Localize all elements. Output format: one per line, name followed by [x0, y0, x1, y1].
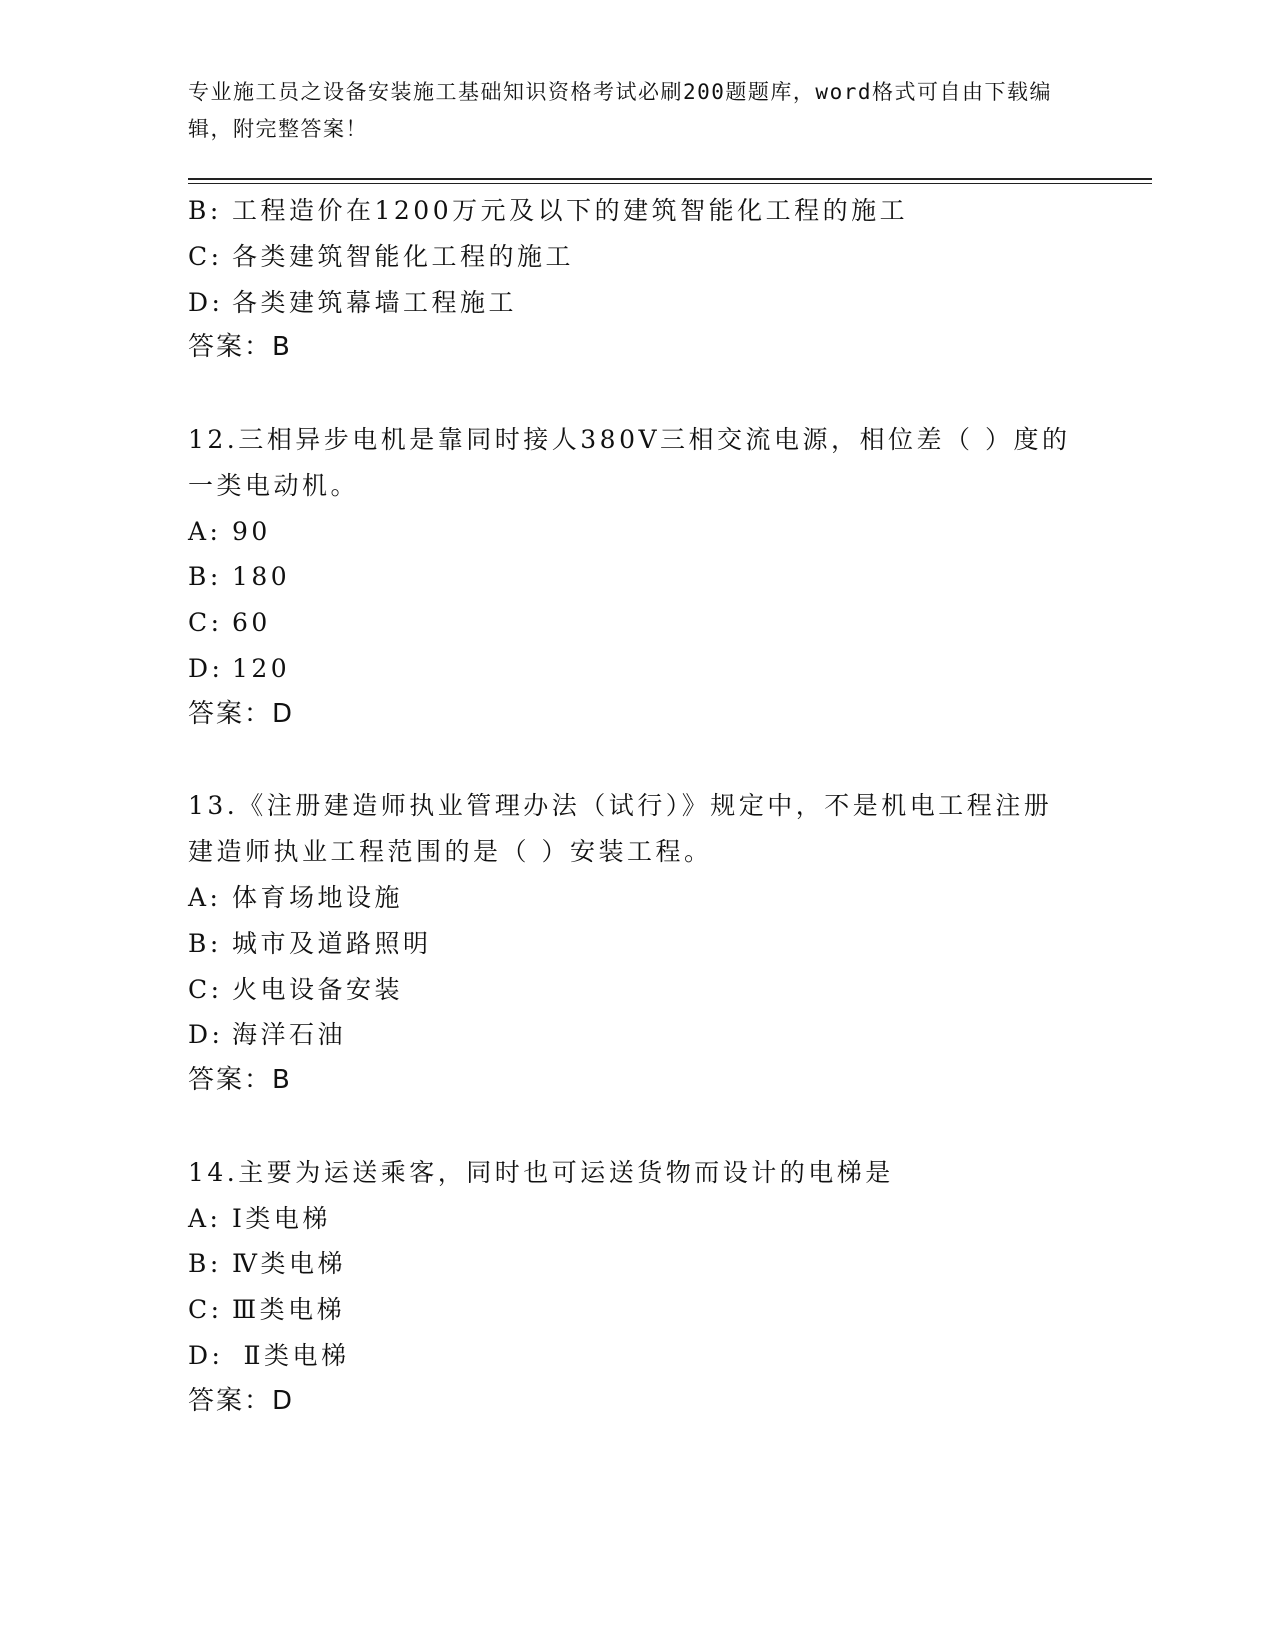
- document-header: 专业施工员之设备安装施工基础知识资格考试必刷200题题库，word格式可自由下载编辑，附完整答案！: [188, 80, 1052, 141]
- option-a: [188, 509, 1068, 555]
- option-label: D:: [188, 653, 224, 683]
- question-stem-continued: 一类电动机。: [188, 470, 360, 500]
- option-text: Ⅳ类电梯: [232, 1249, 346, 1279]
- option-d: [188, 1012, 1068, 1058]
- option-text: Ⅲ类电梯: [232, 1295, 346, 1325]
- option-b: [188, 921, 1068, 967]
- option-label: D:: [188, 1020, 224, 1050]
- question-13: [188, 783, 1068, 1104]
- option-text: 火电设备安装: [232, 974, 404, 1004]
- option-text: 60: [232, 608, 271, 638]
- option-text: 工程造价在1200万元及以下的建筑智能化工程的施工: [232, 196, 909, 225]
- option-label: D:: [188, 287, 224, 317]
- answer: 答案：B: [188, 1065, 292, 1096]
- option-text: Ⅰ类电梯: [232, 1203, 331, 1233]
- option-text: 180: [232, 562, 291, 592]
- option-c: [188, 967, 1068, 1013]
- option-label: C:: [188, 1295, 223, 1325]
- option-label: C:: [188, 241, 223, 271]
- spacer: [188, 1104, 1068, 1150]
- option-text: 90: [232, 516, 271, 546]
- question-11-continuation: [188, 188, 1068, 371]
- question-stem: 14.主要为运送乘客，同时也可运送货物而设计的电梯是: [188, 1157, 894, 1187]
- option-c: [188, 234, 1068, 280]
- answer: 答案：D: [188, 698, 295, 729]
- question-14: [188, 1150, 1068, 1425]
- option-text: 城市及道路照明: [232, 928, 432, 958]
- option-b: [188, 188, 1068, 234]
- header-divider-thin: [188, 183, 1152, 184]
- option-text: 各类建筑智能化工程的施工: [232, 241, 575, 271]
- spacer: [188, 371, 1068, 417]
- option-label: B:: [188, 562, 222, 592]
- option-a: [188, 875, 1068, 921]
- option-a: [188, 1196, 1068, 1242]
- header-divider: [188, 178, 1152, 180]
- option-label: B:: [188, 1249, 222, 1279]
- option-label: C:: [188, 974, 223, 1004]
- option-label: A:: [188, 882, 222, 912]
- option-d: [188, 1333, 1068, 1379]
- option-text: Ⅱ类电梯: [232, 1340, 350, 1370]
- option-label: A:: [188, 516, 222, 546]
- option-text: 海洋石油: [232, 1020, 347, 1050]
- option-c: [188, 1287, 1068, 1333]
- option-d: [188, 280, 1068, 326]
- question-stem: 13.《注册建造师执业管理办法（试行）》规定中，不是机电工程注册: [188, 791, 1053, 821]
- question-list: [188, 188, 1071, 1425]
- option-text: 各类建筑幕墙工程施工: [232, 287, 518, 317]
- answer: 答案：B: [188, 332, 292, 363]
- option-label: A:: [188, 1203, 222, 1233]
- option-d: [188, 646, 1068, 692]
- option-c: [188, 600, 1068, 646]
- answer: 答案：D: [188, 1385, 295, 1416]
- spacer: [188, 738, 1068, 784]
- option-b: [188, 554, 1068, 600]
- option-text: 120: [232, 653, 291, 683]
- option-label: C:: [188, 608, 223, 638]
- option-label: B:: [188, 196, 222, 225]
- option-label: D:: [188, 1340, 224, 1370]
- option-label: B:: [188, 928, 222, 958]
- option-b: [188, 1241, 1068, 1287]
- question-stem-continued: 建造师执业工程范围的是（ ）安装工程。: [188, 837, 713, 867]
- question-12: [188, 417, 1071, 738]
- question-stem: 12.三相异步电机是靠同时接人380V三相交流电源，相位差（ ）度的: [188, 424, 1071, 454]
- option-text: 体育场地设施: [232, 882, 404, 912]
